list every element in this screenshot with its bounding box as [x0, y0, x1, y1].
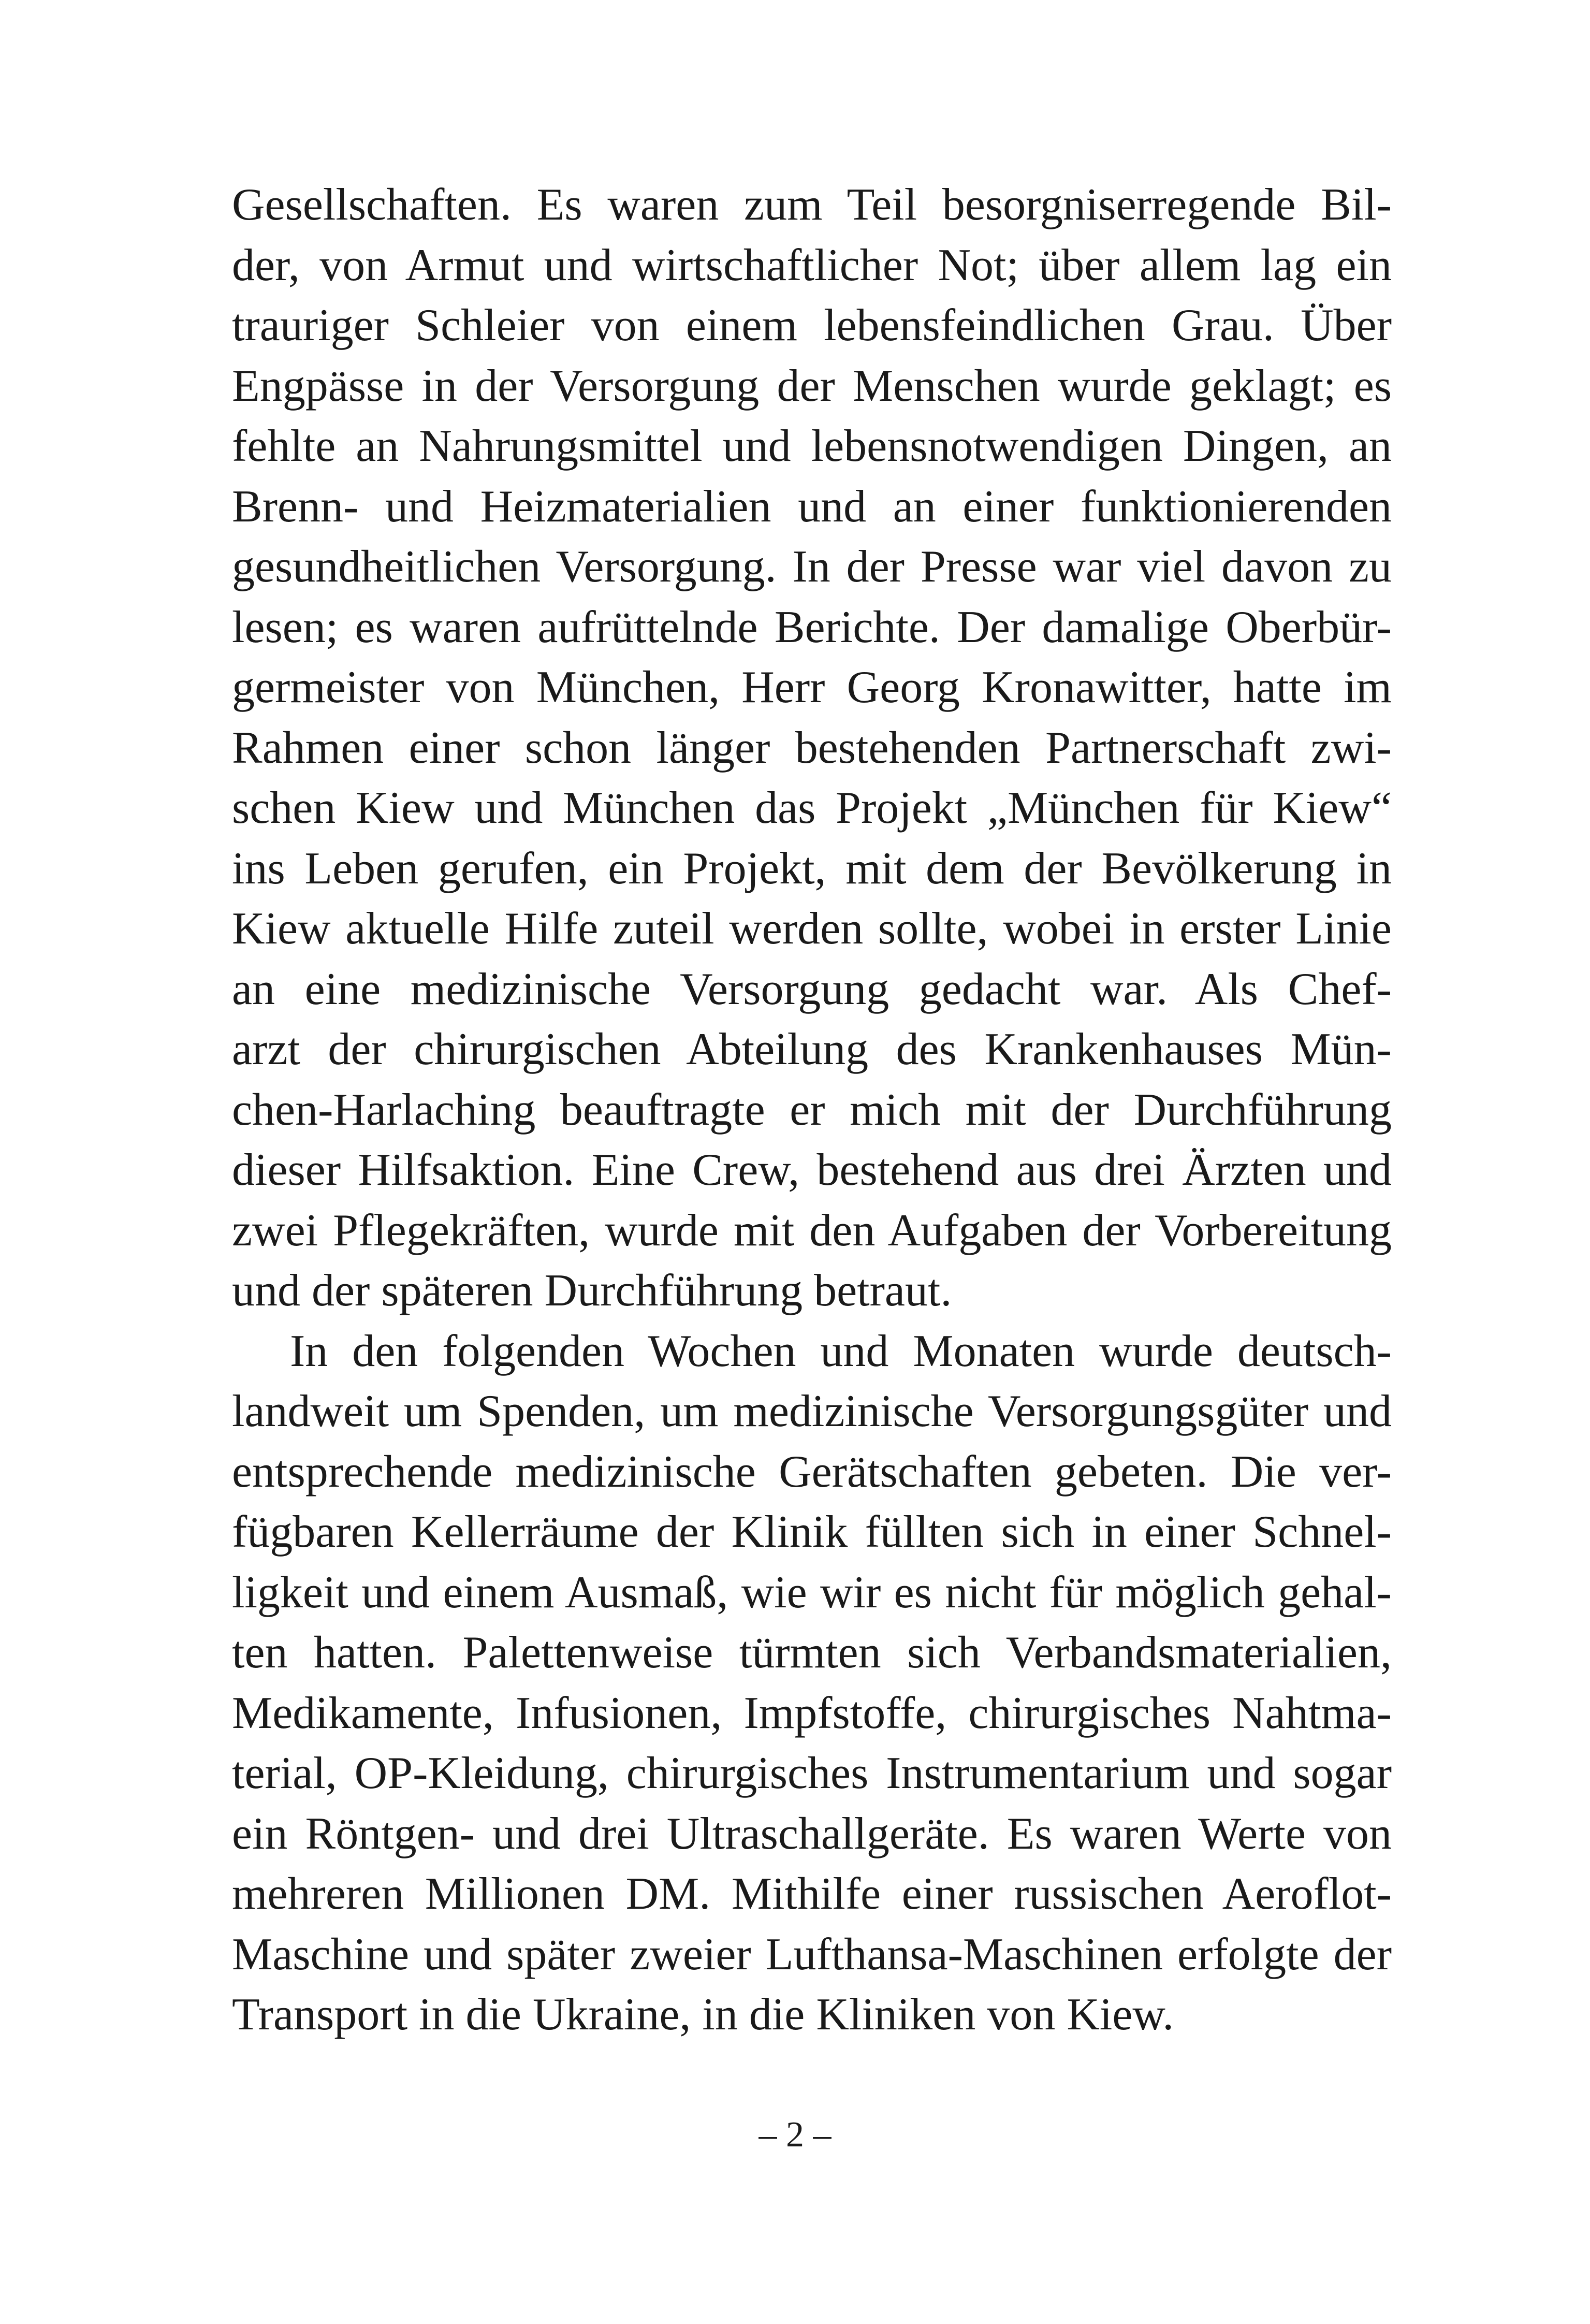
paragraph-1-line-2: der, von Armut und wirtschaftlicher Not; über allem lag ein	[232, 240, 1392, 290]
paragraph-2-line-8: terial, OP-Kleidung, chirurgisches Instrumentarium und sogar	[232, 1748, 1392, 1798]
paragraph-1-line-18: zwei Pflegekräften, wurde mit den Aufgaben der Vorbereitung	[232, 1205, 1392, 1256]
paragraph-1-line-3: trauriger Schleier von einem lebensfeindlichen Grau. Über	[232, 300, 1392, 351]
paragraph-2-line-5: ligkeit und einem Ausmaß, wie wir es nicht für möglich gehal-	[232, 1567, 1392, 1618]
paragraph-1-line-4: Engpässe in der Versorgung der Menschen wurde geklagt; es	[232, 360, 1392, 411]
paragraph-2-line-6: ten hatten. Palettenweise türmten sich Verbandsmaterialien,	[232, 1628, 1392, 1678]
paragraph-1-line-7: gesundheitlichen Versorgung. In der Presse war viel davon zu	[232, 542, 1392, 592]
paragraph-2-line-1: In den folgenden Wochen und Monaten wurde deutsch-	[290, 1326, 1392, 1376]
paragraph-1-line-13: Kiew aktuelle Hilfe zuteil werden sollte, wobei in erster Linie	[232, 904, 1392, 954]
paragraph-1-line-15: arzt der chirurgischen Abteilung des Krankenhauses Mün-	[232, 1024, 1392, 1074]
page-number: – 2 –	[758, 2115, 832, 2155]
paragraph-2-line-7: Medikamente, Infusionen, Impfstoffe, chirurgisches Nahtma-	[232, 1688, 1392, 1738]
paragraph-1-line-17: dieser Hilfsaktion. Eine Crew, bestehend aus drei Ärzten und	[232, 1145, 1392, 1195]
paragraph-1-line-16: chen-Harlaching beauftragte er mich mit der Durchführung	[232, 1084, 1392, 1135]
paragraph-1-line-10: Rahmen einer schon länger bestehenden Partnerschaft zwi-	[232, 722, 1392, 773]
paragraph-1-line-6: Brenn- und Heizmaterialien und an einer funktionierenden	[232, 481, 1392, 532]
paragraph-1-line-5: fehlte an Nahrungsmittel und lebensnotwendigen Dingen, an	[232, 421, 1392, 471]
body-text	[232, 175, 1392, 2045]
paragraph-2-line-3: entsprechende medizinische Gerätschaften gebeten. Die ver-	[232, 1446, 1392, 1497]
paragraph-1-line-8: lesen; es waren aufrüttelnde Berichte. Der damalige Oberbür-	[232, 602, 1392, 652]
paragraph-1-line-14: an eine medizinische Versorgung gedacht war. Als Chef-	[232, 964, 1392, 1014]
paragraph-1-line-11: schen Kiew und München das Projekt „München für Kiew“	[232, 783, 1392, 833]
paragraph-2-line-9: ein Röntgen- und drei Ultraschallgeräte. Es waren Werte von	[232, 1808, 1392, 1859]
paragraph-2-line-2: landweit um Spenden, um medizinische Versorgungsgüter und	[232, 1386, 1392, 1436]
paragraph-2-line-12: Transport in die Ukraine, in die Kliniken von Kiew.	[232, 1989, 1174, 2040]
paragraph-1-line-19: und der späteren Durchführung betraut.	[232, 1266, 952, 1316]
paragraph-1-line-1: Gesellschaften. Es waren zum Teil besorgniserregende Bil-	[232, 180, 1392, 230]
paragraph-2-line-10: mehreren Millionen DM. Mithilfe einer russischen Aeroflot-	[232, 1869, 1392, 1919]
paragraph-2-line-11: Maschine und später zweier Lufthansa-Maschinen erfolgte der	[232, 1929, 1392, 1980]
paragraph-2-line-4: fügbaren Kellerräume der Klinik füllten sich in einer Schnel-	[232, 1507, 1392, 1557]
paragraph-1-line-12: ins Leben gerufen, ein Projekt, mit dem der Bevölkerung in	[232, 843, 1392, 894]
paragraph-1-line-9: germeister von München, Herr Georg Kronawitter, hatte im	[232, 662, 1392, 713]
